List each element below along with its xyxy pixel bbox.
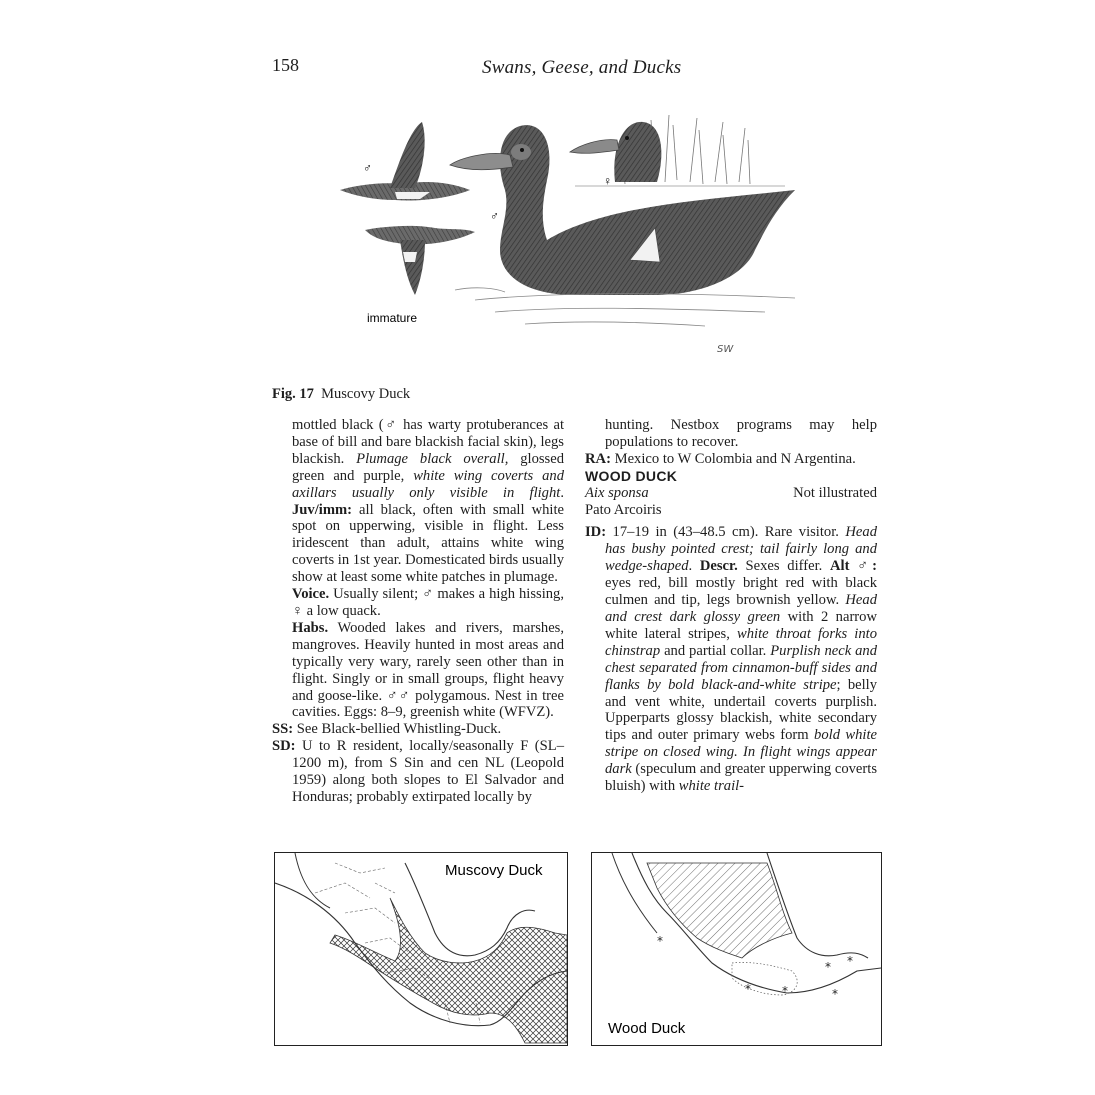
- similar-species-section: SS: See Black-bellied Whistling-Duck.: [272, 721, 502, 738]
- species-heading: WOOD DUCK: [585, 467, 678, 484]
- wood-duck-range-map: [591, 852, 882, 1046]
- muscovy-continuation: hunting. Nestbox programs may help populations to recover.: [605, 417, 877, 450]
- text-column-left: [272, 417, 564, 806]
- female-symbol: ♀: [603, 174, 612, 188]
- flying-male-duck-2: [365, 226, 475, 295]
- running-title: Swans, Geese, and Ducks: [482, 57, 682, 78]
- svg-text:*: *: [782, 984, 788, 998]
- muscovy-description: mottled black (♂ has warty protuberances at base of bill and bare blackish facial skin), legs blackish. Plumage black overall, glossed green and purple, white wing coverts and axillars usually only visible in flight. Juv/imm: all black, often with small white spot on upperwing, visible in flight. Less iridescent than adult, attains white wing coverts in 1st year. Domesticated birds usually show at least some white patches in plumage.: [292, 417, 565, 586]
- caption-label: Fig. 17: [272, 386, 314, 402]
- range-section: RA: Mexico to W Colombia and N Argentina.: [585, 450, 856, 467]
- page-number: 158: [272, 55, 299, 75]
- habitat-section: Habs. Wooded lakes and rivers, marshes, mangroves. Heavily hunted in most areas and typically very wary, rarely seen other than in flight. Singly or in small groups, flight heavy and goose-like. ♂♂ polygamous. Nest in tree cavities. Eggs: 8–9, greenish white (WFVZ).: [292, 619, 564, 721]
- not-illustrated-note: Not illustrated: [793, 484, 877, 501]
- voice-section: Voice. Usually silent; ♂ makes a high hissing, ♀ a low quack.: [292, 586, 564, 619]
- immature-label: immature: [367, 311, 418, 325]
- figure-caption: [272, 386, 410, 403]
- female-duck-head: [570, 122, 661, 182]
- identification-section: ID: 17–19 in (43–48.5 cm). Rare visitor. Head has bushy pointed crest; tail fairly long and wedge-shaped. Descr. Sexes differ. Alt ♂: eyes red, bill mostly bright red with black culmen and tip, legs brownish yellow. Head and crest dark glossy green with 2 narrow white lateral stripes, white throat forks into chinstrap and partial collar. Purplish neck and chest separated from cinnamon-buff sides and flanks by bold black-and-white stripe; belly and vent white, undertail coverts purplish. Upperparts glossy blackish, white secondary tips and outer primary webs form bold white stripe on closed wing. In flight wings appear dark (speculum and greater upperwing coverts bluish) with white trail-: [585, 524, 878, 795]
- svg-text:*: *: [832, 987, 838, 1001]
- map2-label: Wood Duck: [608, 1020, 686, 1037]
- flying-male-duck-1: [340, 122, 470, 201]
- spanish-name: Pato Arcoiris: [585, 501, 662, 518]
- muscovy-duck-illustration: [325, 100, 825, 378]
- scientific-name: Aix sponsa: [585, 484, 649, 501]
- muscovy-duck-range-map: [274, 852, 568, 1046]
- svg-text:*: *: [825, 960, 831, 974]
- map1-label: Muscovy Duck: [445, 862, 543, 879]
- scientific-name-row: [585, 485, 877, 502]
- artist-signature: SW: [717, 344, 734, 355]
- text-column-right: [585, 417, 877, 795]
- svg-text:*: *: [745, 982, 751, 996]
- male-symbol-2: ♂: [490, 209, 499, 223]
- caption-text: Muscovy Duck: [321, 386, 411, 402]
- status-distribution-section: SD: U to R resident, locally/seasonally F (SL–1200 m), from S Sin and cen NL (Leopold 1959) along both slopes to El Salvador and Honduras; probably extirpated locally by: [272, 738, 564, 805]
- svg-text:*: *: [847, 954, 853, 968]
- svg-text:*: *: [657, 934, 663, 948]
- male-symbol-1: ♂: [363, 161, 372, 175]
